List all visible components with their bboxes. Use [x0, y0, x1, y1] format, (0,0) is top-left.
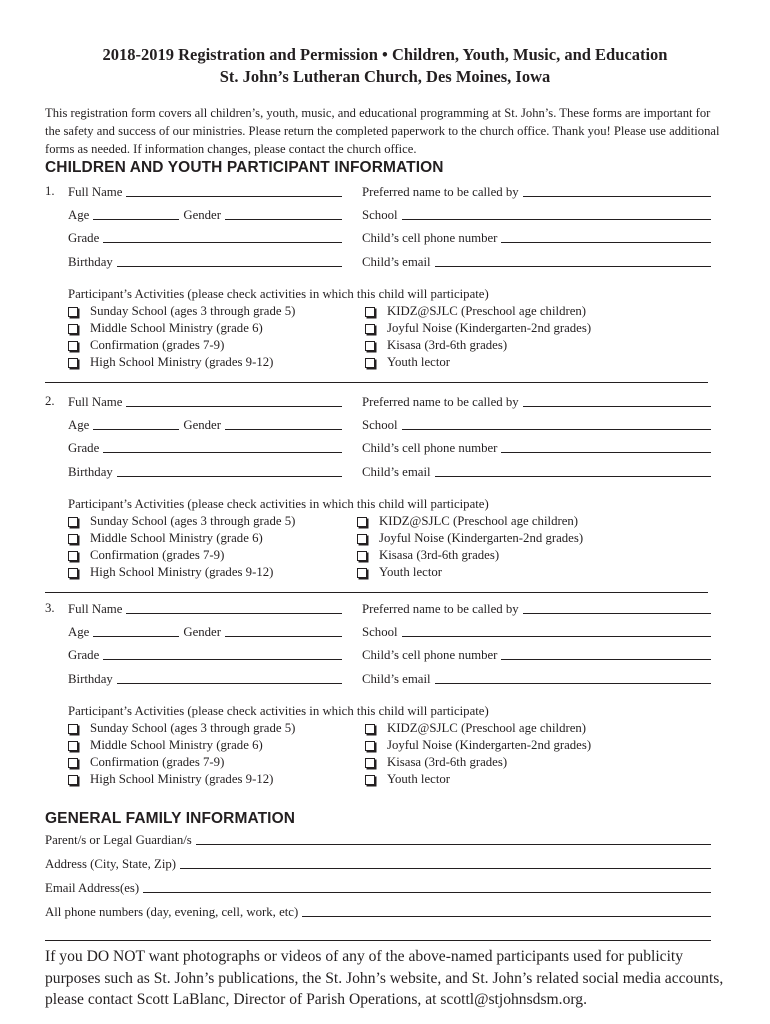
participant-section-heading: CHILDREN AND YOUTH PARTICIPANT INFORMATION — [45, 159, 444, 176]
activity-label: Confirmation (grades 7-9) — [90, 548, 225, 562]
form-title-line-2: St. John’s Lutheran Church, Des Moines, Iowa — [219, 67, 551, 86]
child-cell-phone-line[interactable] — [501, 230, 711, 243]
checkbox-square-icon[interactable] — [68, 307, 78, 317]
phones-field[interactable] — [45, 904, 711, 920]
age-label: Age — [68, 625, 90, 639]
child-cell-phone-line[interactable] — [501, 440, 711, 453]
child-email-field[interactable] — [362, 254, 711, 270]
checkbox-square-icon[interactable] — [365, 341, 375, 351]
activity-checkbox[interactable] — [68, 304, 295, 319]
address-label: Address (City, State, Zip) — [45, 857, 177, 871]
activity-checkbox[interactable] — [68, 338, 224, 353]
grade-label: Grade — [68, 441, 100, 455]
grade-field[interactable] — [68, 647, 342, 663]
child-cell-phone-field[interactable] — [362, 647, 711, 663]
gender-line[interactable] — [225, 624, 342, 637]
checkbox-square-icon[interactable] — [68, 724, 78, 734]
checkbox-square-icon[interactable] — [365, 307, 375, 317]
child-email-field[interactable] — [362, 671, 711, 687]
age-line[interactable] — [93, 207, 179, 220]
child-email-label: Child’s email — [362, 672, 431, 686]
child-cell-phone-field[interactable] — [362, 230, 711, 246]
participant-divider — [45, 592, 708, 593]
activity-checkbox[interactable] — [365, 772, 450, 787]
child-email-line[interactable] — [435, 671, 711, 684]
child-cell-phone-field[interactable] — [362, 440, 711, 456]
activity-checkbox[interactable] — [365, 755, 507, 770]
child-email-line[interactable] — [435, 464, 711, 477]
activity-label: Joyful Noise (Kindergarten-2nd grades) — [379, 531, 584, 545]
full-name-label: Full Name — [68, 395, 123, 409]
school-line[interactable] — [402, 624, 711, 637]
child-cell-phone-label: Child’s cell phone number — [362, 648, 498, 662]
gender-label: Gender — [183, 625, 221, 639]
activity-label: Confirmation (grades 7-9) — [90, 755, 225, 769]
activity-label: Sunday School (ages 3 through grade 5) — [90, 304, 296, 318]
form-title-line-1: 2018-2019 Registration and Permission • Children, Youth, Music, and Education — [102, 45, 668, 64]
full-name-field[interactable] — [68, 394, 342, 410]
activity-label: KIDZ@SJLC (Preschool age children) — [379, 514, 579, 528]
preferred-name-line[interactable] — [523, 184, 711, 197]
footer-divider — [45, 940, 711, 941]
activities-title: Participant’s Activities (please check activities in which this child will participate) — [68, 287, 489, 301]
intro-paragraph: This registration form covers all children’s, youth, music, and educational programming at St. John’s. These forms are important for the safety and success of our ministries. Please return the completed paperwork to the church office. Thank you! Please use additional forms as needed. If information changes, please contact the church office. — [45, 106, 720, 156]
checkbox-square-icon[interactable] — [68, 517, 78, 527]
grade-field[interactable] — [68, 440, 342, 456]
child-cell-phone-label: Child’s cell phone number — [362, 231, 498, 245]
full-name-line[interactable] — [126, 394, 342, 407]
activity-checkbox[interactable] — [68, 355, 273, 370]
checkbox-square-icon[interactable] — [365, 758, 375, 768]
family-email-line[interactable] — [143, 880, 711, 893]
family-section-heading: GENERAL FAMILY INFORMATION — [45, 810, 296, 827]
full-name-line[interactable] — [126, 184, 342, 197]
activity-checkbox[interactable] — [68, 738, 263, 753]
guardians-line[interactable] — [196, 832, 711, 845]
checkbox-square-icon[interactable] — [357, 517, 367, 527]
guardians-field[interactable] — [45, 832, 711, 848]
school-label: School — [362, 208, 398, 222]
child-cell-phone-label: Child’s cell phone number — [362, 441, 498, 455]
checkbox-square-icon[interactable] — [365, 324, 375, 334]
birthday-label: Birthday — [68, 672, 113, 686]
activity-label: KIDZ@SJLC (Preschool age children) — [387, 721, 587, 735]
activity-checkbox[interactable] — [357, 531, 583, 546]
preferred-name-label: Preferred name to be called by — [362, 395, 519, 409]
guardians-label: Parent/s or Legal Guardian/s — [45, 833, 192, 847]
age-label: Age — [68, 418, 90, 432]
grade-label: Grade — [68, 231, 100, 245]
activity-label: Confirmation (grades 7-9) — [90, 338, 225, 352]
activity-checkbox[interactable] — [365, 304, 586, 319]
activity-label: Joyful Noise (Kindergarten-2nd grades) — [387, 321, 592, 335]
activity-label: Kisasa (3rd-6th grades) — [387, 338, 508, 352]
activity-label: Middle School Ministry (grade 6) — [90, 321, 263, 335]
preferred-name-label: Preferred name to be called by — [362, 602, 519, 616]
checkbox-square-icon[interactable] — [357, 551, 367, 561]
activity-label: Youth lector — [379, 565, 443, 579]
address-field[interactable] — [45, 856, 711, 872]
activity-checkbox[interactable] — [68, 721, 295, 736]
preferred-name-field[interactable] — [362, 184, 711, 200]
checkbox-square-icon[interactable] — [68, 358, 78, 368]
full-name-line[interactable] — [126, 601, 342, 614]
activity-label: High School Ministry (grades 9-12) — [90, 355, 274, 369]
school-line[interactable] — [402, 417, 711, 430]
phones-line[interactable] — [302, 904, 711, 917]
activity-checkbox[interactable] — [365, 321, 591, 336]
grade-line[interactable] — [103, 647, 342, 660]
activity-checkbox[interactable] — [357, 514, 578, 529]
birthday-label: Birthday — [68, 255, 113, 269]
birthday-field[interactable] — [68, 254, 342, 270]
preferred-name-line[interactable] — [523, 394, 711, 407]
activity-checkbox[interactable] — [365, 738, 591, 753]
family-email-field[interactable] — [45, 880, 711, 896]
checkbox-square-icon[interactable] — [365, 775, 375, 785]
participant-number: 2. — [45, 394, 55, 408]
activity-label: KIDZ@SJLC (Preschool age children) — [387, 304, 587, 318]
activity-label: Middle School Ministry (grade 6) — [90, 531, 263, 545]
activity-label: Youth lector — [387, 772, 451, 786]
school-field[interactable] — [362, 207, 711, 223]
activity-label: Youth lector — [387, 355, 451, 369]
activity-checkbox[interactable] — [68, 565, 273, 580]
checkbox-square-icon[interactable] — [365, 741, 375, 751]
age-line[interactable] — [93, 624, 179, 637]
activity-label: Joyful Noise (Kindergarten-2nd grades) — [387, 738, 592, 752]
photo-consent-notice: If you DO NOT want photographs or videos of any of the above-named participants used for publicity purposes such as St. John’s publications, the St. John’s website, and St. John’s related social media accounts, please contact Scott LaBlanc, Director of Parish Operations, at scottl@stjohnsdsm.org. — [45, 948, 724, 1008]
child-email-label: Child’s email — [362, 255, 431, 269]
checkbox-square-icon[interactable] — [68, 758, 78, 768]
activity-label: Sunday School (ages 3 through grade 5) — [90, 721, 296, 735]
participant-number: 1. — [45, 184, 55, 198]
birthday-line[interactable] — [117, 671, 342, 684]
activity-checkbox[interactable] — [365, 338, 507, 353]
full-name-field[interactable] — [68, 601, 342, 617]
activity-checkbox[interactable] — [365, 721, 586, 736]
activity-label: Sunday School (ages 3 through grade 5) — [90, 514, 296, 528]
age-gender-row — [68, 417, 342, 433]
school-label: School — [362, 418, 398, 432]
checkbox-square-icon[interactable] — [365, 724, 375, 734]
checkbox-square-icon[interactable] — [365, 358, 375, 368]
activity-checkbox[interactable] — [68, 321, 263, 336]
activity-label: Kisasa (3rd-6th grades) — [387, 755, 508, 769]
school-field[interactable] — [362, 624, 711, 640]
preferred-name-line[interactable] — [523, 601, 711, 614]
participant-divider — [45, 382, 708, 383]
grade-label: Grade — [68, 648, 100, 662]
activity-checkbox[interactable] — [68, 514, 295, 529]
checkbox-square-icon[interactable] — [68, 775, 78, 785]
gender-line[interactable] — [225, 207, 342, 220]
grade-line[interactable] — [103, 230, 342, 243]
activities-title: Participant’s Activities (please check activities in which this child will participate) — [68, 704, 489, 718]
activity-label: High School Ministry (grades 9-12) — [90, 772, 274, 786]
age-gender-row — [68, 624, 342, 640]
activity-label: High School Ministry (grades 9-12) — [90, 565, 274, 579]
activity-checkbox[interactable] — [68, 548, 224, 563]
participant-number: 3. — [45, 601, 55, 615]
birthday-line[interactable] — [117, 464, 342, 477]
checkbox-square-icon[interactable] — [68, 324, 78, 334]
activity-checkbox[interactable] — [357, 565, 442, 580]
age-gender-row — [68, 207, 342, 223]
school-label: School — [362, 625, 398, 639]
checkbox-square-icon[interactable] — [68, 341, 78, 351]
checkbox-square-icon[interactable] — [357, 534, 367, 544]
full-name-label: Full Name — [68, 185, 123, 199]
checkbox-square-icon[interactable] — [68, 568, 78, 578]
gender-label: Gender — [183, 418, 221, 432]
activity-checkbox[interactable] — [357, 548, 499, 563]
grade-line[interactable] — [103, 440, 342, 453]
checkbox-square-icon[interactable] — [68, 741, 78, 751]
activity-label: Kisasa (3rd-6th grades) — [379, 548, 500, 562]
birthday-field[interactable] — [68, 464, 342, 480]
birthday-line[interactable] — [117, 254, 342, 267]
address-line[interactable] — [180, 856, 711, 869]
activity-checkbox[interactable] — [68, 772, 273, 787]
school-line[interactable] — [402, 207, 711, 220]
gender-label: Gender — [183, 208, 221, 222]
activity-checkbox[interactable] — [68, 531, 263, 546]
checkbox-square-icon[interactable] — [357, 568, 367, 578]
grade-field[interactable] — [68, 230, 342, 246]
age-line[interactable] — [93, 417, 179, 430]
birthday-field[interactable] — [68, 671, 342, 687]
gender-line[interactable] — [225, 417, 342, 430]
checkbox-square-icon[interactable] — [68, 534, 78, 544]
phones-label: All phone numbers (day, evening, cell, work, etc) — [45, 905, 299, 919]
preferred-name-field[interactable] — [362, 394, 711, 410]
child-email-field[interactable] — [362, 464, 711, 480]
activity-checkbox[interactable] — [68, 755, 224, 770]
age-label: Age — [68, 208, 90, 222]
full-name-field[interactable] — [68, 184, 342, 200]
preferred-name-label: Preferred name to be called by — [362, 185, 519, 199]
full-name-label: Full Name — [68, 602, 123, 616]
activity-checkbox[interactable] — [365, 355, 450, 370]
child-email-label: Child’s email — [362, 465, 431, 479]
child-email-line[interactable] — [435, 254, 711, 267]
school-field[interactable] — [362, 417, 711, 433]
activity-label: Middle School Ministry (grade 6) — [90, 738, 263, 752]
activities-title: Participant’s Activities (please check activities in which this child will participate) — [68, 497, 489, 511]
preferred-name-field[interactable] — [362, 601, 711, 617]
child-cell-phone-line[interactable] — [501, 647, 711, 660]
family-email-label: Email Address(es) — [45, 881, 140, 895]
checkbox-square-icon[interactable] — [68, 551, 78, 561]
birthday-label: Birthday — [68, 465, 113, 479]
